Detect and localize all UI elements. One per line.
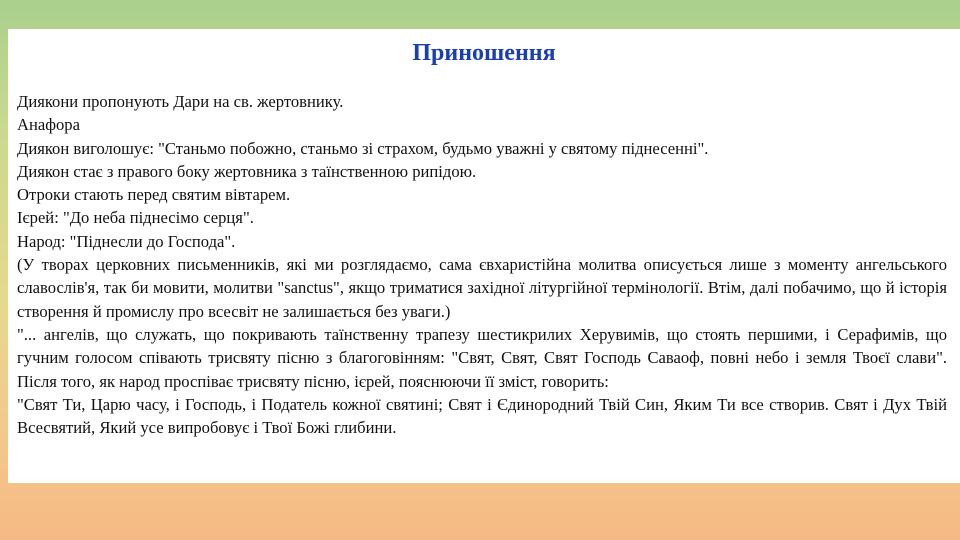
text-line-anaphora: Анафора [17, 115, 80, 135]
paragraph-angels: "... ангелів, що служать, що покривають таїнственну трапезу шестикрилих Херувимів, що стоять першими, і Серафимів, що гучним голосом співають трисвяту пісню з благоговінням: "Свят, Свят, Свят Господь Саваоф, повні небо і земля Твоєї слави". Після того, як народ проспіває трисвяту пісню, ієрей, пояснюючи її зміст, говорить: [17, 324, 947, 391]
text-line-priest: Ієрей: "До неба піднесімо серця". [17, 208, 254, 228]
slide-body [17, 90, 947, 439]
slide-panel [8, 29, 960, 483]
text-line-youths: Отроки стають перед святим вівтарем. [17, 185, 291, 205]
slide-title: Приношення [412, 40, 556, 66]
paragraph-commentary: (У творах церковних письменників, які ми розглядаємо, сама євхаристійна молитва описується лише з моменту ангельського славослів'я, так би мовити, молитви "sanctus", якщо триматися західної літургійної термінології. Втім, далі побачимо, що й історія створення й промислу про всесвіт не залишається без уваги.) [17, 255, 947, 321]
paragraph-holy: "Свят Ти, Царю часу, і Господь, і Податель кожної святині; Свят і Єдинородний Твій Син, Яким Ти все створив. Свят і Дух Твій Всесвятий, Який усе випробовує і Твої Божі глибини. [17, 394, 947, 438]
text-line-deacon-exclaims: Диякон виголошує: "Станьмо побожно, станьмо зі страхом, будьмо уважні у святому піднесенні". [17, 138, 709, 158]
text-line-deacons: Диякони пропонують Дари на св. жертовнику. [17, 92, 344, 111]
text-line-people: Народ: "Піднесли до Господа". [17, 231, 236, 251]
text-line-deacon-stands: Диякон стає з правого боку жертовника з таїнственною рипідою. [17, 161, 477, 181]
